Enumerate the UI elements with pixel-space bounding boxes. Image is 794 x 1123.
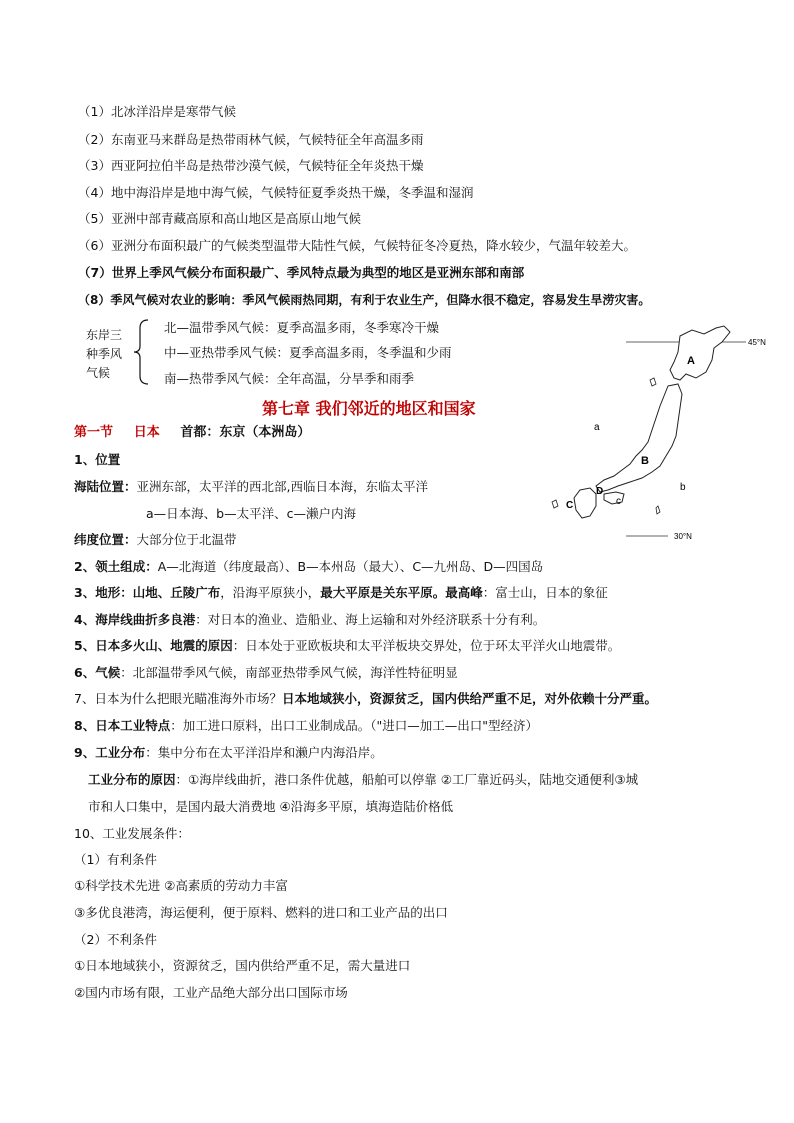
shikoku-shape [604, 492, 624, 504]
honshu-shape [596, 384, 682, 492]
monsoon-item: 南—热带季风气候：全年高温，分旱季和雨季 [164, 371, 415, 386]
coastline: 4、海岸线曲折多良港：对日本的渔业、造船业、海上运输和对外经济联系十分有利。 [74, 612, 546, 627]
map-label-B: B [641, 455, 649, 467]
monsoon-item: 中—亚热带季风气候：夏季高温多雨，冬季温和少雨 [164, 345, 452, 360]
climate-item: （6）亚洲分布面积最广的气候类型温带大陆性气候，气候特征冬冷夏热，降水较少，气温年较差大。 [78, 238, 636, 253]
industry-reason-cont: 市和人口集中，是国内最大消费地 ④沿海多平原，填海造陆价格低 [88, 799, 454, 814]
island-shape [650, 378, 656, 386]
conditions-heading: 10、工业发展条件： [74, 826, 190, 841]
japan-climate: 6、气候：北部温带季风气候，南部亚热带季风气候，海洋性特征明显 [74, 665, 458, 680]
climate-item: （1）北冰洋沿岸是寒带气候 [78, 104, 236, 119]
terrain: 3、地形：山地、丘陵广布，沿海平原狭小，最大平原是关东平原。最高峰：富士山，日本的象征 [74, 585, 608, 600]
climate-item: （2）东南亚马来群岛是热带雨林气候，气候特征全年高温多雨 [78, 132, 424, 147]
map-label-a: a [594, 422, 600, 433]
section-heading: 第一节 日本 首都：东京（本洲岛） [74, 425, 311, 440]
island-shape [552, 500, 558, 508]
favorable-item: ①科学技术先进 ②高素质的劳动力丰富 [74, 878, 288, 893]
climate-item: （4）地中海沿岸是地中海气候，气候特征夏季炎热干燥，冬季温和湿润 [78, 185, 474, 200]
map-label-D: D [596, 486, 604, 497]
chapter-title: 第七章 我们邻近的地区和国家 [262, 399, 476, 418]
climate-item: （3）西亚阿拉伯半岛是热带沙漠气候，气候特征全年炎热干燥 [78, 158, 424, 173]
curly-brace [132, 318, 152, 386]
sea-land-position: 海陆位置：亚洲东部，太平洋的西北部,西临日本海，东临太平洋 [74, 479, 428, 494]
monsoon-label: 东岸三 种季风 气候 [86, 328, 123, 380]
latitude-position: 纬度位置：大部分位于北温带 [74, 532, 237, 547]
unfavorable-label: （2）不利条件 [74, 932, 157, 947]
monsoon-item: 北—温带季风气候：夏季高温多雨，冬季寒冷干燥 [164, 320, 440, 335]
overseas-market: 7、日本为什么把眼光瞄准海外市场？日本地域狭小，资源贫乏，国内供给严重不足，对外依赖十分严重。 [74, 691, 657, 706]
favorable-label: （1）有利条件 [74, 852, 157, 867]
favorable-item: ③多优良港湾，海运便利，便于原料、燃料的进口和工业产品的出口 [74, 905, 448, 920]
island-shape [656, 506, 660, 514]
climate-item-bold: （7）世界上季风气候分布面积最广、季风特点最为典型的地区是亚洲东部和南部 [78, 265, 525, 280]
map-label-A: A [687, 355, 695, 367]
unfavorable-item: ②国内市场有限，工业产品绝大部分出口国际市场 [74, 985, 348, 1000]
volcano-reason: 5、日本多火山、地震的原因：日本处于亚欧板块和太平洋板块交界处，位于环太平洋火山地震带。 [74, 638, 621, 653]
map-label-b: b [680, 482, 686, 493]
map-label-C: C [566, 500, 574, 511]
industry-reason: 工业分布的原因：①海岸线曲折，港口条件优越，船舶可以停靠 ②工厂靠近码头，陆地交通便利③城 [88, 772, 639, 787]
climate-item-bold: （8）季风气候对农业的影响：季风气候雨热同期，有利于农业生产，但降水很不稳定，容易发生旱涝灾害。 [78, 293, 651, 307]
climate-item: （5）亚洲中部青藏高原和高山地区是高原山地气候 [78, 211, 361, 226]
abc-seas: a—日本海、b—太平洋、c—濑户内海 [146, 506, 356, 521]
lat-label-30: 30°N [674, 532, 692, 541]
lat-label-45: 45°N [748, 338, 766, 347]
industry-feature: 8、日本工业特点：加工进口原料，出口工业制成品。（"进口—加工—出口"型经济） [74, 718, 538, 733]
location-heading: 1、位置 [74, 452, 121, 467]
map-label-c: c [616, 496, 621, 507]
kyushu-shape [574, 488, 596, 518]
territory: 2、领土组成：A—北海道（纬度最高）、B—本州岛（最大）、C—九州岛、D—四国岛 [74, 559, 544, 574]
japan-map [540, 322, 790, 552]
industry-distribution: 9、工业分布：集中分布在太平洋沿岸和濑户内海沿岸。 [74, 745, 383, 760]
unfavorable-item: ①日本地域狭小，资源贫乏，国内供给严重不足，需大量进口 [74, 958, 411, 973]
hokkaido-shape [670, 326, 730, 380]
